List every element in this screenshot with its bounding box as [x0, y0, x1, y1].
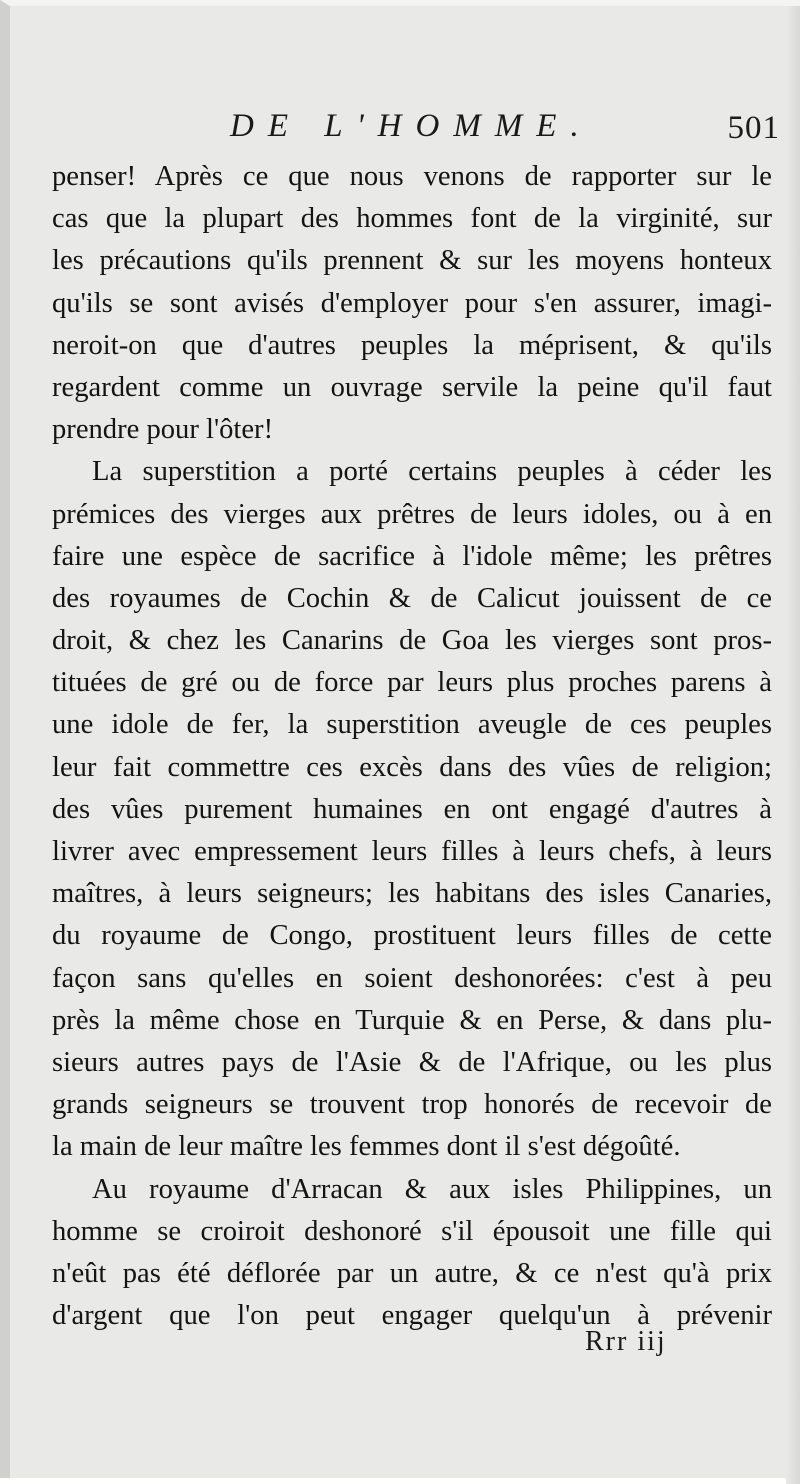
text-line: près la même chose en Turquie & en Perse, & dans plu-	[52, 1004, 772, 1036]
text-line: n'eût pas été déflorée par un autre, & ce n'est qu'à prix	[52, 1257, 772, 1289]
body-text	[52, 156, 772, 1337]
text-line: prendre pour l'ôter!	[52, 414, 274, 446]
text-line: droit, & chez les Canarins de Goa les vierges sont pros-	[52, 625, 772, 657]
page-header	[50, 108, 780, 158]
page-edge-shadow	[786, 6, 800, 1484]
text-line: tituées de gré ou de force par leurs plus proches parens à	[52, 667, 772, 699]
text-line: prémices des vierges aux prêtres de leurs idoles, ou à en	[52, 498, 772, 530]
text-line: du royaume de Congo, prostituent leurs filles de cette	[52, 920, 772, 952]
text-line: faire une espèce de sacrifice à l'idole même; les prêtres	[52, 540, 772, 572]
text-line: sieurs autres pays de l'Asie & de l'Afrique, ou les plus	[52, 1046, 772, 1078]
text-line: qu'ils se sont avisés d'employer pour s'en assurer, imagi-	[52, 287, 772, 319]
text-line: regardent comme un ouvrage servile la peine qu'il faut	[52, 371, 772, 403]
paragraph-first-line: Au royaume d'Arracan & aux isles Philippines, un	[92, 1173, 772, 1205]
signature-mark: Rrr iij	[585, 1326, 667, 1357]
text-line: cas que la plupart des hommes font de la virginité, sur	[52, 203, 772, 235]
text-line: grands seigneurs se trouvent trop honorés de recevoir de	[52, 1089, 772, 1121]
text-line: neroit-on que d'autres peuples la méprisent, & qu'ils	[52, 329, 772, 361]
text-line: les précautions qu'ils prennent & sur les moyens honteux	[52, 245, 772, 277]
page-number: 501	[727, 110, 780, 146]
text-line: homme se croiroit deshonoré s'il épousoit une fille qui	[52, 1215, 772, 1247]
text-line: d'argent que l'on peut engager quelqu'un à prévenir	[52, 1300, 772, 1332]
running-title: DE L'HOMME.	[230, 108, 593, 144]
text-line: livrer avec empressement leurs filles à leurs chefs, à leurs	[52, 836, 772, 867]
text-line: leur fait commettre ces excès dans des vûes de religion;	[52, 751, 772, 783]
text-line: une idole de fer, la superstition aveugle de ces peuples	[52, 709, 772, 741]
text-line: penser! Après ce que nous venons de rapporter sur le	[52, 161, 772, 192]
text-line: la main de leur maître les femmes dont il s'est dégoûté.	[52, 1131, 681, 1163]
paragraph-first-line: La superstition a porté certains peuples à céder les	[92, 456, 772, 488]
text-line: des vûes purement humaines en ont engagé d'autres à	[52, 793, 772, 825]
text-line: des royaumes de Cochin & de Calicut jouissent de ce	[52, 582, 772, 614]
text-line: façon sans qu'elles en soient deshonorées: c'est à peu	[52, 962, 772, 994]
text-line: maîtres, à leurs seigneurs; les habitans des isles Canaries,	[52, 878, 772, 910]
